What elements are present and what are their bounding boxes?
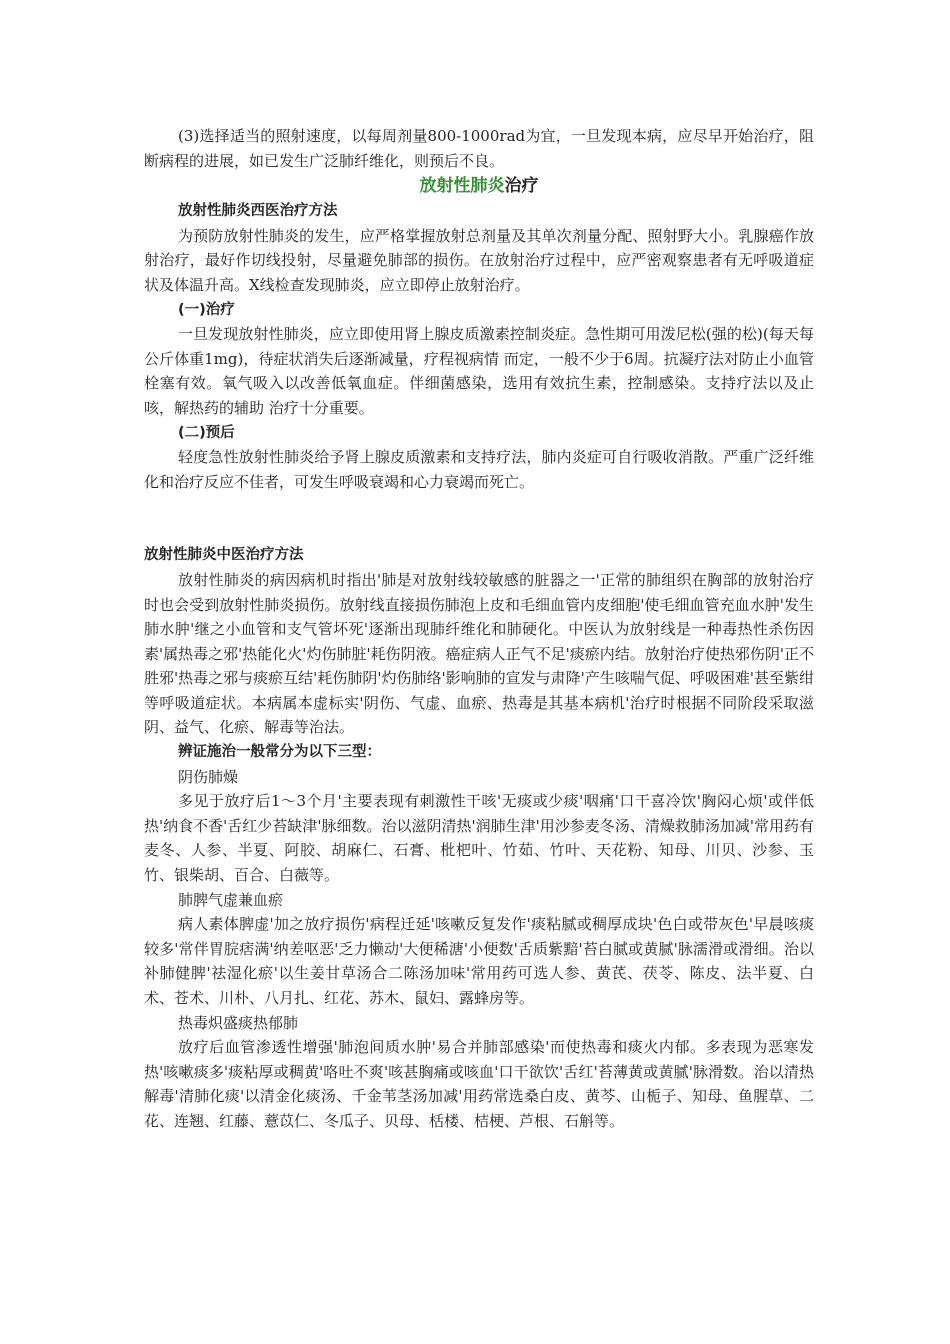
- western-heading: 放射性肺炎西医治疗方法: [178, 203, 338, 220]
- treatment-heading: (一)治疗: [178, 301, 235, 318]
- prognosis-text: 轻度急性放射性肺炎给予肾上腺皮质激素和支持疗法，肺内炎症可自行吸收消散。严重广泛纤维化和治疗反应不佳者，可发生呼吸衰竭和心力衰竭而死亡。: [144, 448, 814, 491]
- type-name-qi-deficiency: 肺脾气虚兼血瘀: [178, 890, 284, 909]
- prognosis-heading: (二)预后: [178, 424, 235, 441]
- title-suffix: 治疗: [504, 176, 539, 197]
- western-intro: 为预防放射性肺炎的发生，应严格掌握放射总剂量及其单次剂量分配、照射野大小。乳腺癌作放射治疗，最好作切线投射，尽量避免肺部的损伤。在放射治疗过程中，应严密观察患者有无呼吸道症状及体温升高。X线检查发现肺炎，应立即停止放射治疗。: [144, 226, 814, 294]
- type-text-heat-toxin: 放疗后血管渗透性增强'肺泡间质水肿'易合并肺部感染'而使热毒和痰火内郁。多表现为恶寒发热'咳嗽痰多'痰粘厚或稠黄'咯吐不爽'咳甚胸痛或咳血'口干欲饮'舌红'苔薄黄或黄腻'脉滑数。治以清热解毒'清肺化痰'以清金化痰汤、千金苇茎汤加减'用药常选桑白皮、黄芩、山栀子、知母、鱼腥草、二花、连翘、红藤、薏苡仁、冬瓜子、贝母、栝楼、桔梗、芦根、石斛等。: [144, 1038, 814, 1130]
- type-name-heat-toxin: 热毒炽盛痰热郁肺: [178, 1013, 299, 1032]
- type-name-yin-injury: 阴伤肺燥: [178, 767, 239, 786]
- title-link[interactable]: 放射性肺炎: [419, 176, 505, 197]
- types-heading: 辨证施治一般常分为以下三型：: [178, 744, 381, 761]
- document-page: [144, 124, 814, 1134]
- intro-paragraph: (3)选择适当的照射速度，以每周剂量800-1000rad为宜，一旦发现本病，应尽早开始治疗，阻断病程的进展，如已发生广泛肺纤维化，则预后不良。: [144, 127, 814, 170]
- type-text-qi-deficiency: 病人素体脾虚'加之放疗损伤'病程迁延'咳嗽反复发作'痰粘腻或稠厚成块'色白或带灰色'早晨咳痰较多'常伴胃脘痞满'纳差呕恶'乏力懒动'大便稀溏'小便数'舌质紫黯'苔白腻或黄腻'脉濡滑或滑细。治以补肺健脾'祛湿化瘀'以生姜甘草汤合二陈汤加味'常用药可选人参、黄芪、茯苓、陈皮、法半夏、白术、苍术、川朴、八月扎、红花、苏木、鼠妇、露蜂房等。: [144, 915, 814, 1007]
- tcm-heading: 放射性肺炎中医治疗方法: [144, 547, 304, 564]
- tcm-intro: 放射性肺炎的病因病机时指出'肺是对放射线较敏感的脏器之一'正常的肺组织在胸部的放射治疗时也会受到放射性肺炎损伤。放射线直接损伤肺泡上皮和毛细血管内皮细胞'使毛细血管充血水肿'发生肺水肿'继之小血管和支气管坏死'逐渐出现肺纤维化和肺硬化。中医认为放射线是一种毒热性杀伤因素'属热毒之邪'热能化火'灼伤肺脏'耗伤阴液。癌症病人正气不足'痰瘀内结。放射治疗使热邪伤阴'正不胜邪'热毒之邪与痰瘀互结'耗伤肺阴'灼伤肺络'影响肺的宣发与肃降'产生咳喘气促、呼吸困难'甚至紫绀等呼吸道症状。本病属本虚标实'阴伤、气虚、血瘀、热毒是其基本病机'治疗时根据不同阶段采取滋阴、益气、化瘀、解毒等治法。: [144, 570, 814, 737]
- section-spacer: [144, 494, 814, 543]
- treatment-text: 一旦发现放射性肺炎，应立即使用肾上腺皮质激素控制炎症。急性期可用泼尼松(强的松)(每天每公斤体重1mg)，待症状消失后逐渐减量，疗程视病情 而定，一般不少于6周。抗凝疗法对防止小血管栓塞有效。氧气吸入以改善低氧血症。伴细菌感染，选用有效抗生素，控制感染。支持疗法以及止咳，解热药的辅助 治疗十分重要。: [144, 325, 814, 417]
- page-title: [144, 173, 814, 199]
- type-text-yin-injury: 多见于放疗后1～3个月'主要表现有刺激性干咳'无痰或少痰'咽痛'口干喜冷饮'胸闷心烦'或伴低热'纳食不香'舌红少苔缺津'脉细数。治以滋阴清热'润肺生津'用沙参麦冬汤、清燥救肺汤加减'常用药有麦冬、人参、半夏、阿胶、胡麻仁、石膏、枇杷叶、竹茹、竹叶、天花粉、知母、川贝、沙参、玉竹、银柴胡、百合、白薇等。: [144, 792, 814, 885]
